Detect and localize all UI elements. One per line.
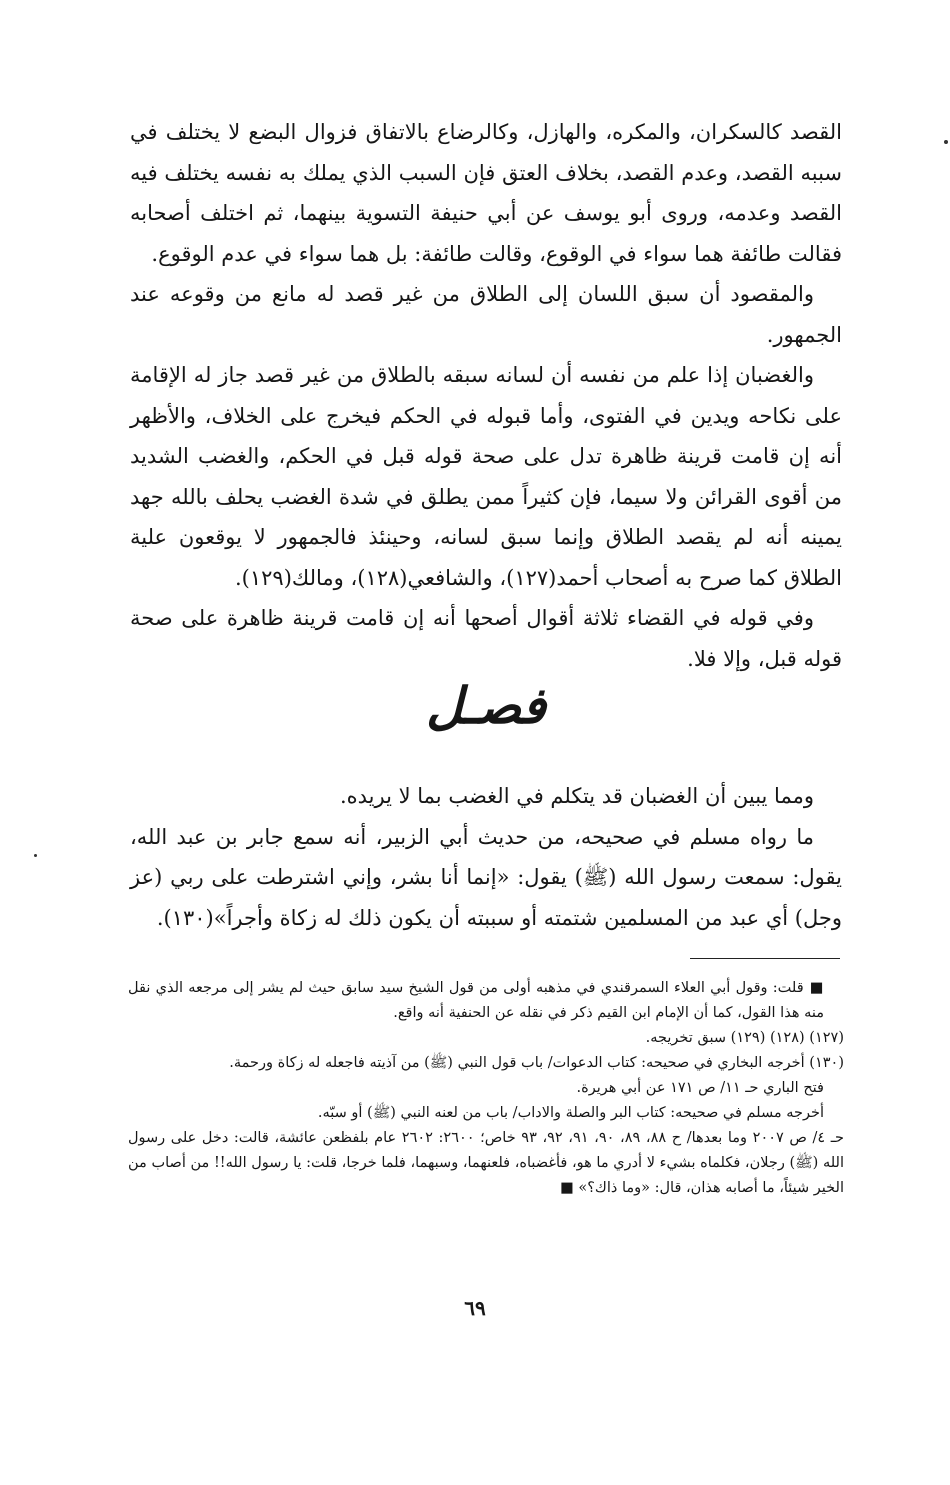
footnote-star-text: قلت: وقول أبي العلاء السمرقندي في مذهبه أولى من قول الشيخ سيد سابق حيث لم يشر إلى مرجعه الذي نقل منه هذا القول، كما أن الإمام ابن القيم ذكر في نقله عن الحنفية أنه واقع. xyxy=(128,980,824,1021)
footnote-130-d: حـ ٤/ ص ٢٠٠٧ وما بعدها/ ح ٨٨، ٨٩، ٩٠، ٩١، ٩٢، ٩٣ خاص؛ ٢٦٠٠: ٢٦٠٢ عام بلفظعن عائشة، قالت: دخل على رسول الله (ﷺ) رجلان، فكلماه بشيء لا أدري ما هو، فأغضباه، فلعنهما، وسبهما، فلما خرجا، قلت: يا رسول الله!! من أصاب من الخير شيئاً، ما أصابه هذان، قال: «وما ذاك؟» ■ xyxy=(128,1130,845,1196)
footnotes-block xyxy=(128,976,844,1201)
section-paragraph-1: ومما يبين أن الغضبان قد يتكلم في الغضب بما لا يريده. xyxy=(339,784,814,808)
footnote-130-a: (١٣٠) أخرجه البخاري في صحيحه: كتاب الدعوات/ باب قول النبي (ﷺ) من آذيته فاجعله له زكاة ورحمة. xyxy=(229,1055,844,1071)
paragraph-1: القصد كالسكران، والمكره، والهازل، وكالرضاع بالاتفاق فزوال البضع لا يختلف في سببه القصد، وعدم القصد، بخلاف العتق فإن السبب الذي يملك به نفسه يختلف فيه القصد وعدمه، وروى أبو يوسف عن أبي حنيفة التسوية بينهما، ثم اختلف أصحابه فقالت طائفة هما سواء في الوقوع، وقالت طائفة: بل هما سواء في عدم الوقوع. xyxy=(130,120,842,266)
scan-speck xyxy=(944,140,948,144)
footnote-star xyxy=(128,976,844,1026)
footnote-130-c: أخرجه مسلم في صحيحه: كتاب البر والصلة والاداب/ باب من لعنه النبي (ﷺ) أو سبّه. xyxy=(317,1105,824,1121)
section-text-block xyxy=(130,776,842,938)
page-number: ٦٩ xyxy=(464,1296,486,1320)
section-heading-wrap xyxy=(130,676,842,736)
paragraph-4: وفي قوله في القضاء ثلاثة أقوال أصحها أنه إن قامت قرينة ظاهرة على صحة قوله قبل، وإلا فلا. xyxy=(130,606,842,671)
main-text-block xyxy=(130,112,842,679)
paragraph-2: والمقصود أن سبق اللسان إلى الطلاق من غير قصد له مانع من وقوعه عند الجمهور. xyxy=(130,282,842,347)
bullet-mark: ■ xyxy=(809,980,825,996)
footnote-130-b: فتح الباري حـ ١١/ ص ١٧١ عن أبي هريرة. xyxy=(576,1080,824,1096)
scan-speck xyxy=(34,854,37,857)
footnote-separator xyxy=(690,958,840,959)
footnote-127-129: (١٢٧) (١٢٨) (١٢٩) سبق تخريجه. xyxy=(645,1030,844,1046)
section-paragraph-2: ما رواه مسلم في صحيحه، من حديث أبي الزبير، أنه سمع جابر بن عبد الله، يقول: سمعت رسول الله (ﷺ) يقول: «إنما أنا بشر، وإني اشترطت على ربي (عز وجل) أي عبد من المسلمين شتمته أو سببته أن يكون ذلك له زكاة وأجراً»(١٣٠). xyxy=(130,824,842,930)
section-heading: فصـل xyxy=(426,676,546,735)
paragraph-3: والغضبان إذا علم من نفسه أن لسانه سبقه بالطلاق من غير قصد جاز له الإقامة على نكاحه ويدين في الفتوى، وأما قبوله في الحكم فيخرج على الخلاف، والأظهر أنه إن قامت قرينة ظاهرة تدل على صحة قوله قبل في الحكم، والغضب الشديد من أقوى القرائن ولا سيما، فإن كثيراً ممن يطلق في شدة الغضب يحلف بالله جهد يمينه أنه لم يقصد الطلاق وإنما سبق لسانه، وحينئذ فالجمهور لا يوقعون علية الطلاق كما صرح به أصحاب أحمد(١٢٧)، والشافعي(١٢٨)، ومالك(١٢٩). xyxy=(130,363,842,590)
